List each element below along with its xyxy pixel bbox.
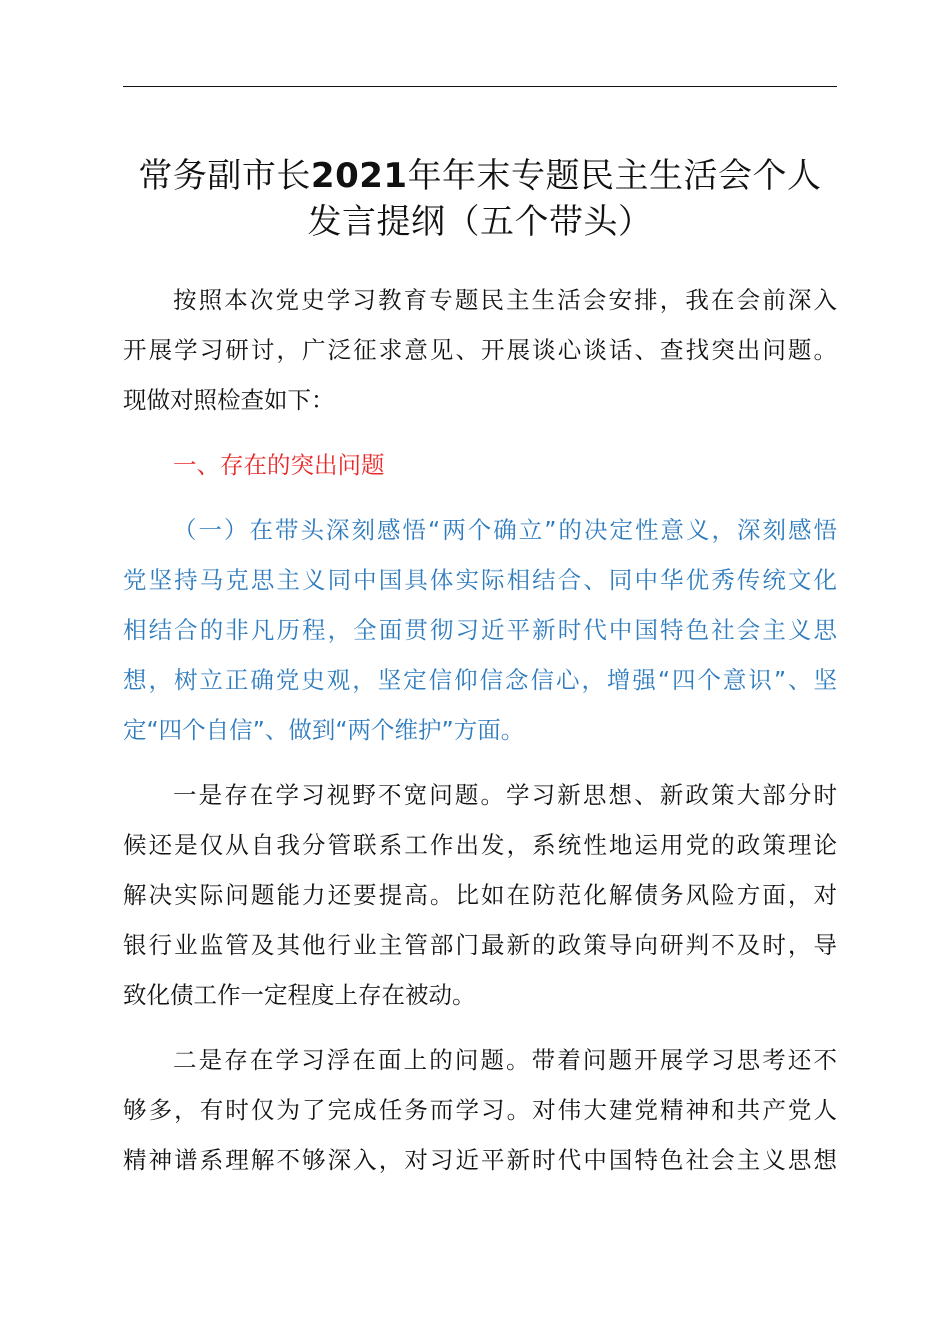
section-heading-text: 一、存在的突出问题 <box>173 451 385 479</box>
title-text-b: 年年末专题民主生活会个人 <box>407 156 822 196</box>
paragraph-line: 按照本次党史学习教育专题民主生活会安排，我在会前深入 <box>173 286 837 314</box>
subsection-line: （一）在带头深刻感悟“两个确立”的决定性意义，深刻感悟 <box>173 516 837 544</box>
point-two-paragraph <box>123 1035 837 1185</box>
paragraph-line: 精神谱系理解不够深入，对习近平新时代中国特色社会主义思想 <box>123 1146 837 1174</box>
header-rule <box>123 86 837 87</box>
paragraph-line: 够多，有时仅为了完成任务而学习。对伟大建党精神和共产党人 <box>123 1096 837 1124</box>
paragraph-line: 开展学习研讨，广泛征求意见、开展谈心谈话、查找突出问题。 <box>123 336 837 364</box>
paragraph-line: 候还是仅从自我分管联系工作出发，系统性地运用党的政策理论 <box>123 831 837 859</box>
point-one-paragraph <box>123 770 837 1020</box>
title-text-a: 常务副市长 <box>138 156 311 196</box>
subsection-line: 党坚持马克思主义同中国具体实际相结合、同中华优秀传统文化 <box>123 566 837 594</box>
subsection-heading <box>123 505 837 755</box>
section-heading <box>123 440 837 490</box>
paragraph-line: 致化债工作一定程度上存在被动。 <box>123 981 476 1009</box>
paragraph-line: 银行业监管及其他行业主管部门最新的政策导向研判不及时，导 <box>123 931 837 959</box>
paragraph-line: 现做对照检查如下： <box>123 386 335 414</box>
paragraph-line: 二是存在学习浮在面上的问题。带着问题开展学习思考还不 <box>173 1046 837 1074</box>
title-year: 2021 <box>310 156 408 196</box>
subsection-line: 相结合的非凡历程，全面贯彻习近平新时代中国特色社会主义思 <box>123 616 837 644</box>
subsection-line: 想，树立正确党史观，坚定信仰信念信心，增强“四个意识”、坚 <box>123 666 837 694</box>
paragraph-line: 一是存在学习视野不宽问题。学习新思想、新政策大部分时 <box>173 781 837 809</box>
paragraph-line: 解决实际问题能力还要提高。比如在防范化解债务风险方面，对 <box>123 881 837 909</box>
subsection-line: 定“四个自信”、做到“两个维护”方面。 <box>123 716 525 744</box>
document-title <box>110 153 850 245</box>
intro-paragraph <box>123 275 837 425</box>
title-line-1 <box>110 153 850 199</box>
title-line-2: 发言提纲（五个带头） <box>307 202 653 242</box>
